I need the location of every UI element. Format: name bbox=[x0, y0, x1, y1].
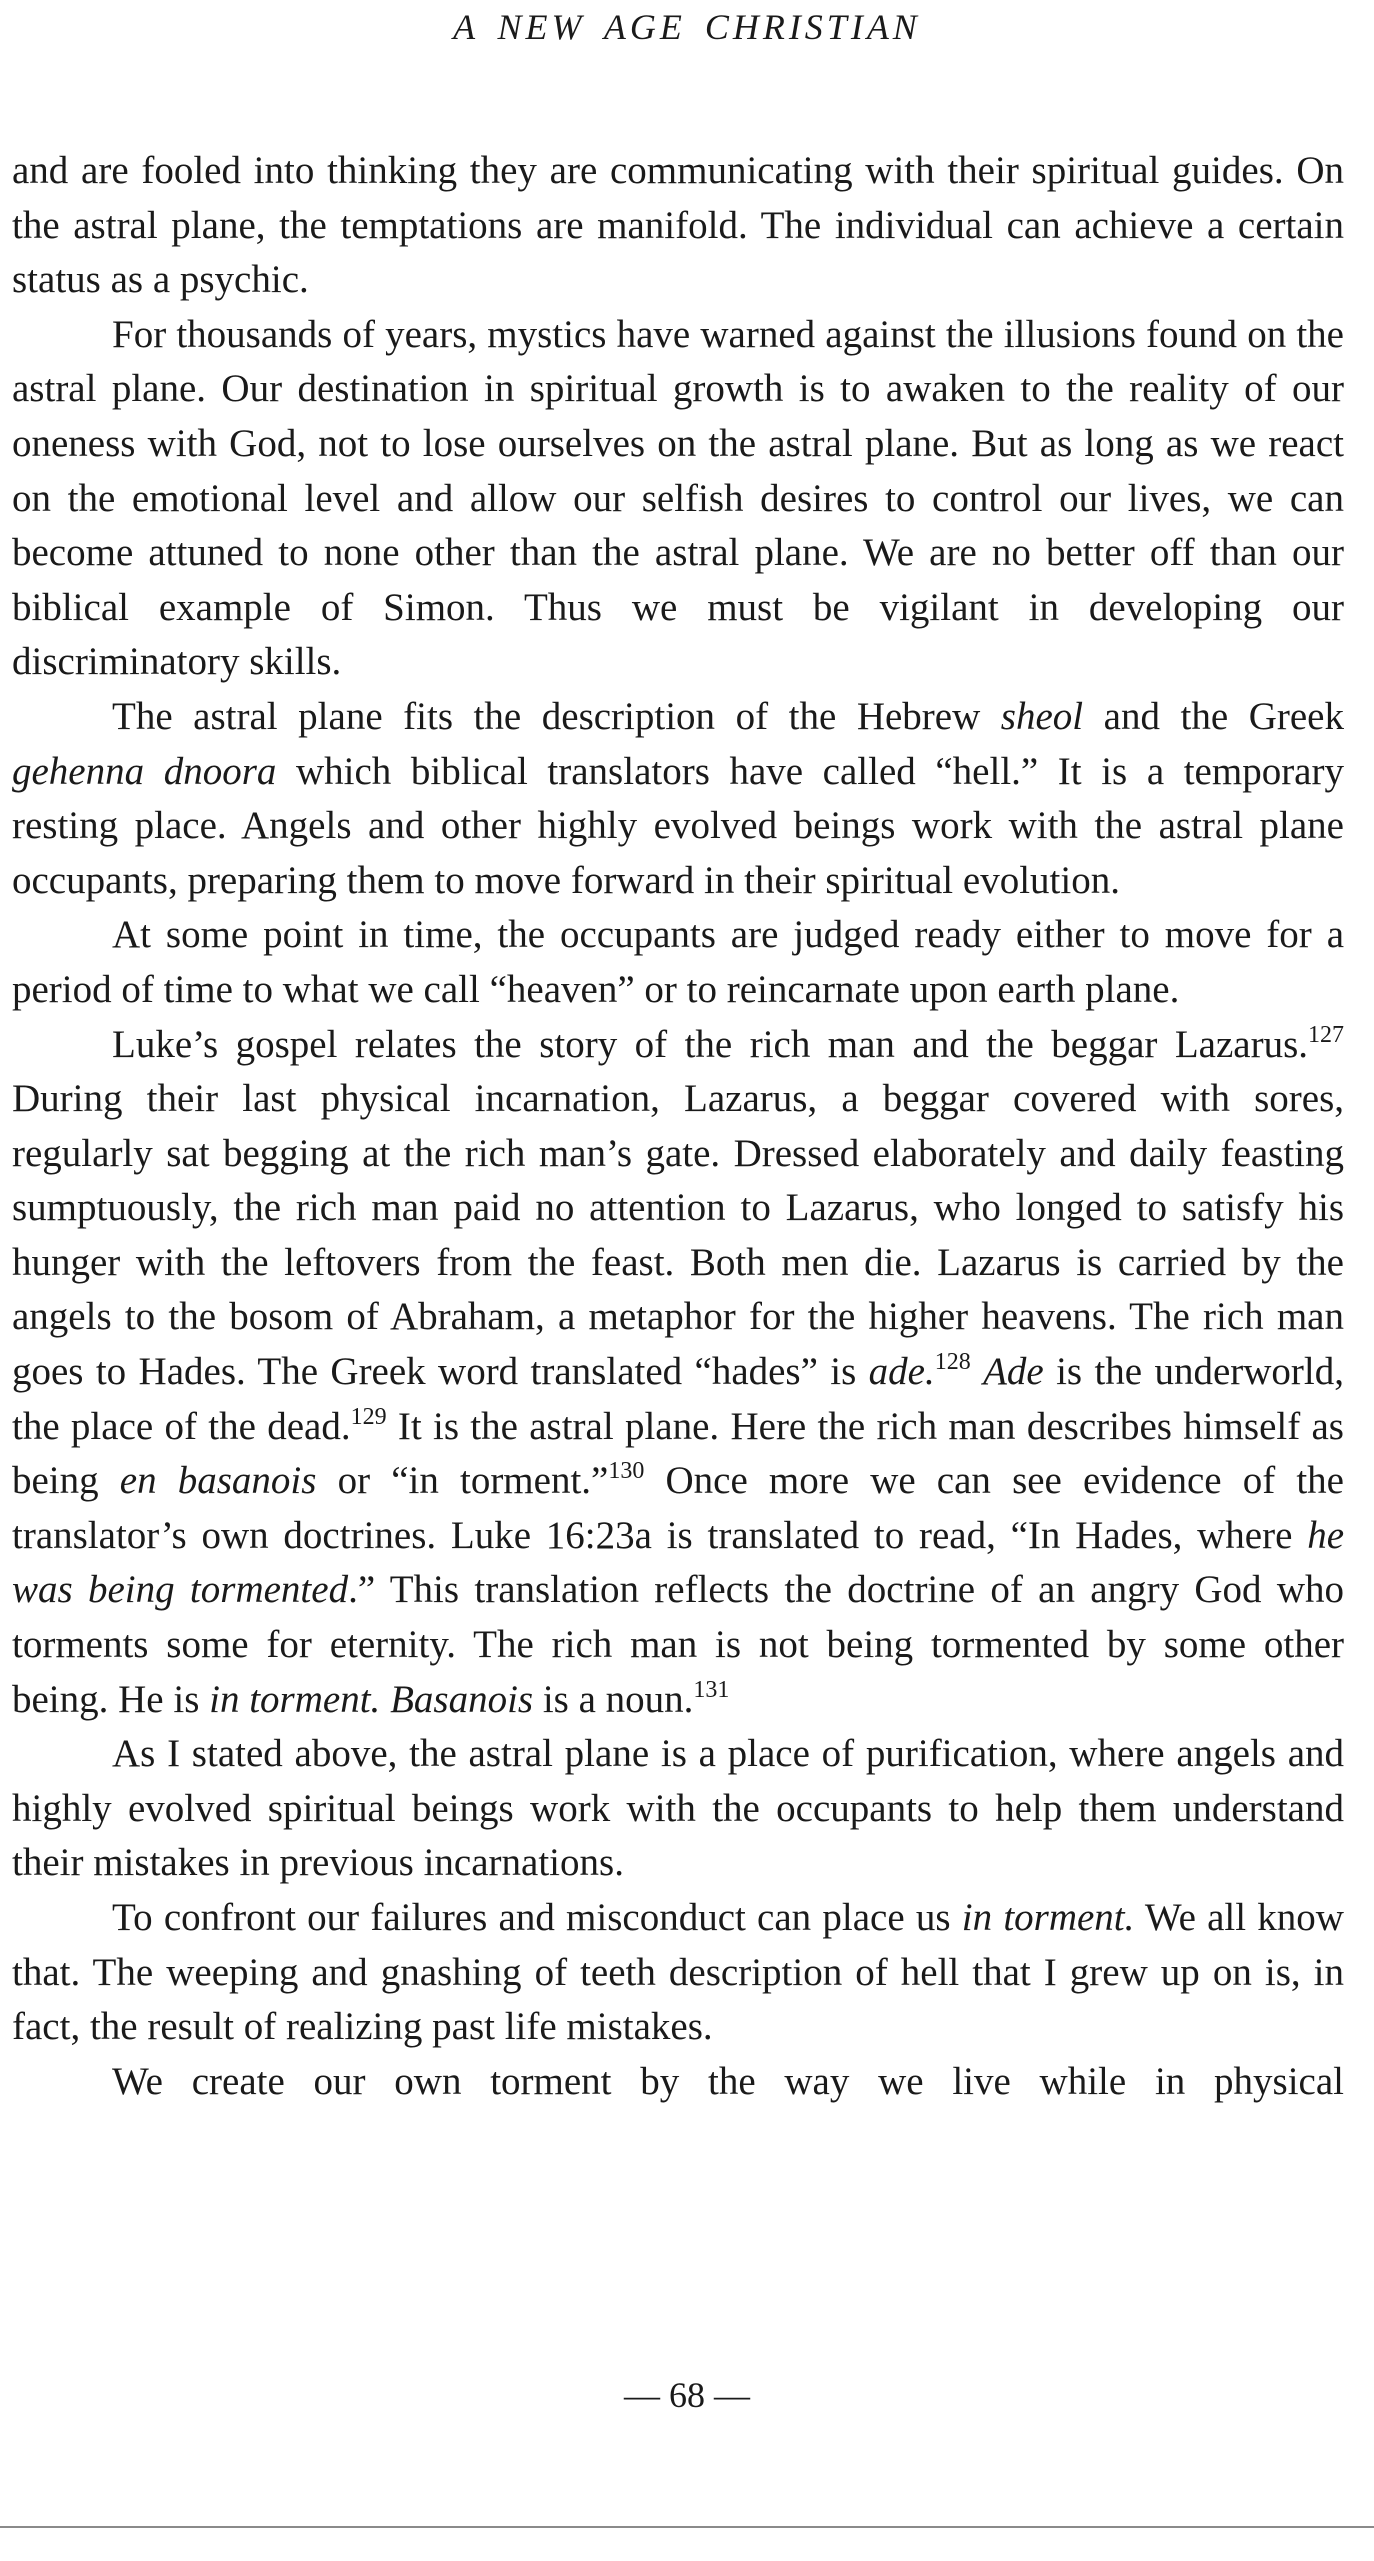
text-run: We all know that. The weeping and gnashing of teeth description of hell that I grew up on is, in fact, the result of realizing past life mistakes. bbox=[12, 1896, 1344, 2049]
paragraph bbox=[12, 2055, 1344, 2110]
paragraph bbox=[12, 908, 1344, 1017]
text-run: It is the astral plane. Here the rich man describes himself as being bbox=[12, 1404, 1344, 1503]
text-run: is the underworld, the place of the dead. bbox=[12, 1350, 1344, 1448]
running-head: A NEW AGE CHRISTIAN bbox=[453, 7, 921, 47]
footnote-ref: 129 bbox=[350, 1403, 387, 1430]
text-run: and are fooled into thinking they are communicating with their spiritual guides. On the astral plane, the temptations are manifold. The individual can achieve a certain status as a psychic. bbox=[12, 149, 1344, 302]
text-run: and the Greek bbox=[1083, 694, 1344, 738]
footnote-ref: 131 bbox=[693, 1676, 730, 1703]
text-run: During their last physical incarnation, Lazarus, a beggar covered with sores, regularly sat begging at the rich man’s gate. Dressed elaborately and daily feasting sumptuously, the rich man paid no attention to Lazarus, who longed to satisfy his hunger with the leftovers from the feast. Both men die. Lazarus is carried by the angels to the bosom of Abraham, a metaphor for the higher heavens. The rich man goes to Hades. The Greek word translated “hades” is bbox=[12, 1077, 1344, 1394]
text-run: .” This translation reflects the doctrine of an angry God who torments some for eternity. The rich man is not being tormented by some other being. He is bbox=[12, 1568, 1345, 1721]
bottom-rule bbox=[0, 2526, 1374, 2528]
text-run: We create our own torment by the way we live while in physical bbox=[112, 2059, 1344, 2103]
text-run: To confront our failures and misconduct can place us bbox=[112, 1896, 962, 1939]
text-run: The astral plane fits the description of the Hebrew bbox=[112, 694, 1001, 738]
text-run: At some point in time, the occupants are judged ready either to move for a period of time to what we call “heaven” or to reincarnate upon earth plane. bbox=[12, 913, 1344, 1011]
text-run bbox=[971, 1350, 983, 1393]
paragraph bbox=[12, 1018, 1344, 1728]
italic-term: in torment. bbox=[961, 1896, 1135, 1939]
text-run: As I stated above, the astral plane is a place of purification, where angels and highly evolved spiritual beings work with the occupants to help them understand their mistakes in previous incarnations. bbox=[12, 1732, 1344, 1885]
text-run: Once more we can see evidence of the translator’s own doctrines. Luke 16:23a is translated to read, “In Hades, where bbox=[12, 1459, 1344, 1557]
footnote-ref: 128 bbox=[934, 1349, 971, 1376]
paragraph bbox=[12, 144, 1344, 308]
paragraph bbox=[12, 1891, 1344, 2055]
text-run: which biblical translators have called “hell.” It is a temporary resting place. Angels and other highly evolved beings work with the astral plane occupants, preparing them to move forward in their spiritual evolution. bbox=[12, 749, 1344, 902]
text-run: or “in torment.” bbox=[316, 1459, 609, 1503]
italic-term: Ade bbox=[983, 1350, 1044, 1394]
italic-term: gehenna dnoora bbox=[12, 749, 277, 793]
italic-term: in torment. bbox=[209, 1677, 381, 1721]
text-run bbox=[380, 1678, 390, 1721]
text-run: is a noun. bbox=[533, 1677, 694, 1721]
page-number: — 68 — bbox=[624, 2375, 750, 2415]
text-run: For thousands of years, mystics have warned against the illusions found on the astral plane. Our destination in spiritual growth is to awaken to the reality of our oneness with God, not to lose ourselves on the astral plane. But as long as we react on the emotional level and allow our selfish desires to control our lives, we can become attuned to none other than the astral plane. We are no better off than our biblical example of Simon. Thus we must be vigilant in developing our discriminatory skills. bbox=[12, 312, 1344, 684]
footnote-ref: 130 bbox=[608, 1458, 645, 1485]
body-text bbox=[12, 144, 1344, 2109]
italic-term: Basanois bbox=[390, 1677, 534, 1721]
paragraph bbox=[12, 690, 1344, 908]
text-run: Luke’s gospel relates the story of the rich man and the beggar Lazarus. bbox=[112, 1022, 1308, 1066]
italic-term: sheol bbox=[1000, 694, 1084, 738]
paragraph bbox=[12, 308, 1344, 690]
italic-term: ade. bbox=[868, 1350, 935, 1394]
paragraph bbox=[12, 1727, 1344, 1891]
italic-term: he was being tormented bbox=[12, 1513, 1344, 1612]
italic-term: en basanois bbox=[119, 1459, 317, 1503]
footnote-ref: 127 bbox=[1308, 1021, 1344, 1048]
